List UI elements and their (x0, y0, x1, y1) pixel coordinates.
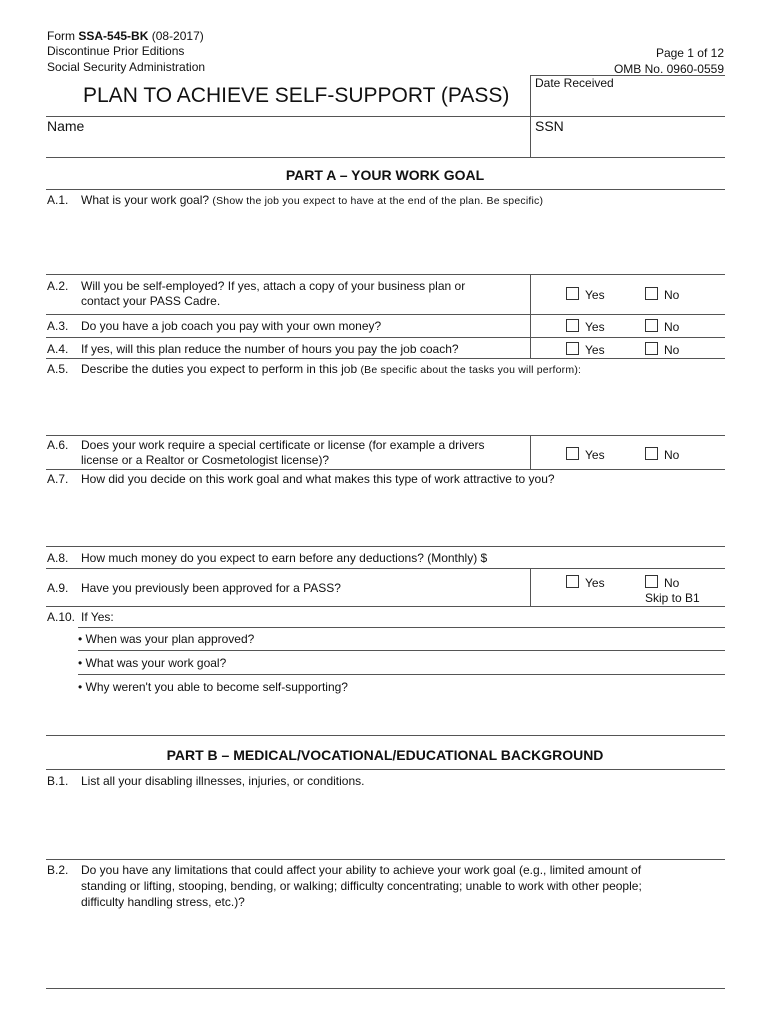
question-a3-text: Do you have a job coach you pay with your own money? (81, 319, 382, 333)
question-a5-number: A.5. (47, 362, 69, 376)
a9-yes-option[interactable] (566, 575, 605, 590)
a9-no-checkbox[interactable] (645, 575, 658, 588)
answer-a5-field[interactable] (78, 379, 725, 433)
discontinue-note: Discontinue Prior Editions (47, 44, 185, 58)
name-field[interactable] (47, 135, 529, 157)
a4-yes-option[interactable] (566, 342, 605, 357)
a6-yes-option[interactable] (566, 447, 605, 462)
a3-no-label: No (664, 320, 680, 334)
question-a9-number: A.9. (47, 581, 69, 595)
a2-yes-checkbox[interactable] (566, 287, 579, 300)
a3-yes-checkbox[interactable] (566, 319, 579, 332)
question-b1-number: B.1. (47, 774, 69, 788)
a9-yes-label: Yes (585, 576, 605, 590)
question-a6-line1: Does your work require a special certificate or license (for example a drivers (81, 438, 485, 452)
date-received-field[interactable] (531, 90, 725, 115)
a4-no-label: No (664, 343, 680, 357)
ssn-field[interactable] (531, 135, 725, 157)
question-a8-number: A.8. (47, 551, 69, 565)
a3-no-checkbox[interactable] (645, 319, 658, 332)
a6-yes-checkbox[interactable] (566, 447, 579, 460)
a6-no-option[interactable] (645, 447, 679, 462)
question-b1-text: List all your disabling illnesses, injuries, or conditions. (81, 774, 365, 788)
a10-approved-field[interactable] (300, 629, 725, 649)
a7-top-rule (46, 469, 725, 470)
question-a7 (47, 472, 555, 486)
a10-bullet-self-supporting: • Why weren't you able to become self-supporting? (78, 680, 348, 694)
a6-no-checkbox[interactable] (645, 447, 658, 460)
question-a1 (47, 193, 543, 207)
a6-yes-label: Yes (585, 448, 605, 462)
name-bottom-rule (46, 157, 725, 158)
page-title: PLAN TO ACHIEVE SELF-SUPPORT (PASS) (83, 84, 510, 107)
question-a9-text: Have you previously been approved for a PASS? (81, 581, 341, 595)
question-b2-line1: Do you have any limitations that could affect your ability to achieve your work goal (e.g., limited amount of (81, 863, 642, 877)
page-number: Page 1 of 12 (655, 46, 724, 60)
a9-top-rule (46, 568, 725, 569)
a2-yes-option[interactable] (566, 287, 605, 302)
form-code: SSA-545-BK (78, 29, 149, 43)
a4-yes-label: Yes (585, 343, 605, 357)
monthly-earnings-field[interactable] (512, 548, 725, 566)
answer-a7-field[interactable] (78, 488, 725, 544)
question-a6-line2: license or a Realtor or Cosmetologist license)? (81, 453, 330, 467)
a9-divider (530, 568, 531, 606)
answer-a1-field[interactable] (78, 210, 725, 272)
question-a9 (47, 581, 341, 595)
question-a3 (47, 319, 381, 333)
question-a7-text: How did you decide on this work goal and what makes this type of work attractive to you? (81, 472, 555, 486)
a5-top-rule (46, 358, 725, 359)
omb-number: OMB No. 0960-0559 (613, 62, 724, 76)
question-a2-line1: Will you be self-employed? If yes, attach a copy of your business plan or (81, 279, 466, 293)
question-a6-number: A.6. (47, 438, 69, 452)
question-b2-line2: standing or lifting, stooping, bending, or walking; difficulty concentrating; unable to work with other people; (81, 879, 642, 893)
part-b-rule (46, 769, 725, 770)
form-prefix: Form (47, 29, 75, 43)
question-b2-line3: difficulty handling stress, etc.)? (81, 895, 245, 909)
question-a4-text: If yes, will this plan reduce the number of hours you pay the job coach? (81, 342, 459, 356)
question-a4 (47, 342, 459, 356)
a10-bullet1-rule (78, 627, 725, 628)
question-b1 (47, 774, 364, 788)
a6-divider (530, 435, 531, 469)
a4-yes-checkbox[interactable] (566, 342, 579, 355)
a2-no-checkbox[interactable] (645, 287, 658, 300)
a10-self-supporting-field[interactable] (78, 697, 725, 729)
a10-bullet-work-goal: • What was your work goal? (78, 656, 227, 670)
page-bottom-rule (46, 988, 725, 989)
a10-bullet3-rule (78, 674, 725, 675)
a10-work-goal-field[interactable] (300, 652, 725, 672)
question-a4-number: A.4. (47, 342, 69, 356)
part-a-rule (46, 189, 725, 190)
a10-top-rule (46, 606, 725, 607)
question-a1-number: A.1. (47, 193, 69, 207)
a2-a4-divider (530, 274, 531, 358)
a10-bullet2-rule (78, 650, 725, 651)
a2-no-label: No (664, 288, 680, 302)
form-id (47, 29, 204, 43)
question-a2-number: A.2. (47, 279, 69, 293)
a6-top-rule (46, 435, 725, 436)
agency-name: Social Security Administration (47, 60, 206, 74)
question-a2-line2: contact your PASS Cadre. (81, 294, 221, 308)
b2-top-rule (46, 859, 725, 860)
part-b-top-rule (46, 735, 725, 736)
a4-top-rule (46, 337, 725, 338)
name-top-rule (46, 116, 725, 117)
a3-no-option[interactable] (645, 319, 679, 334)
question-a5 (47, 362, 581, 376)
question-a8 (47, 551, 487, 565)
a3-top-rule (46, 314, 725, 315)
a9-yes-checkbox[interactable] (566, 575, 579, 588)
question-a1-hint: (Show the job you expect to have at the end of the plan. Be specific) (212, 195, 544, 207)
a2-yes-label: Yes (585, 288, 605, 302)
question-a2 (47, 279, 465, 309)
question-a6 (47, 438, 485, 468)
form-date: (08-2017) (151, 29, 204, 43)
question-a5-hint: (Be specific about the tasks you will perform): (360, 364, 582, 376)
answer-b2-field[interactable] (78, 912, 725, 984)
a9-skip-note: Skip to B1 (645, 591, 700, 605)
date-received-label: Date Received (535, 76, 614, 90)
a8-top-rule (46, 546, 725, 547)
question-a7-number: A.7. (47, 472, 69, 486)
question-a10-number: A.10. (47, 610, 76, 624)
question-a1-text: What is your work goal? (81, 193, 210, 207)
question-a10 (47, 610, 114, 624)
question-a5-text: Describe the duties you expect to perform in this job (81, 362, 358, 376)
a2-top-rule (46, 274, 725, 275)
a3-yes-option[interactable] (566, 319, 605, 334)
a4-no-option[interactable] (645, 342, 679, 357)
ssn-label: SSN (535, 118, 564, 134)
answer-b1-field[interactable] (78, 791, 725, 857)
part-b-heading: PART B – MEDICAL/VOCATIONAL/EDUCATIONAL BACKGROUND (166, 747, 604, 763)
a6-no-label: No (664, 448, 680, 462)
question-a3-number: A.3. (47, 319, 69, 333)
a10-bullet-approved: • When was your plan approved? (78, 632, 255, 646)
a4-no-checkbox[interactable] (645, 342, 658, 355)
question-b2-number: B.2. (47, 863, 69, 877)
name-label: Name (47, 118, 85, 134)
a9-no-label: No (664, 576, 680, 590)
question-a10-text: If Yes: (81, 610, 114, 624)
a2-no-option[interactable] (645, 287, 679, 302)
a3-yes-label: Yes (585, 320, 605, 334)
question-a8-text: How much money do you expect to earn before any deductions? (Monthly) $ (81, 551, 488, 565)
part-a-heading: PART A – YOUR WORK GOAL (285, 167, 485, 183)
a9-no-option[interactable] (645, 575, 679, 590)
question-b2 (47, 862, 642, 910)
